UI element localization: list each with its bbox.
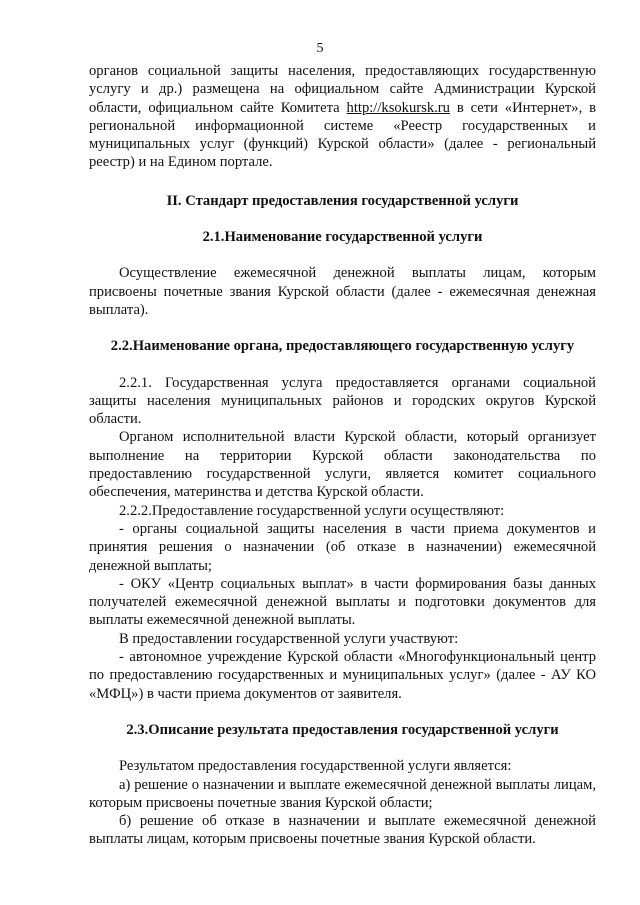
ksokursk-link[interactable]: http://ksokursk.ru bbox=[346, 99, 450, 116]
intro-text-2: в сети «Интернет», в региональной информационной системе «Реестр государственных и муниципальных услуг (функций) Курской области» (далее - региональный реестр) и на Едином портале. bbox=[89, 99, 596, 171]
page-number: 5 bbox=[316, 41, 324, 56]
list-item-result-b: б) решение об отказе в назначении и выплате ежемесячной денежной выплаты лицам, которым присвоены почетные звания Курской области. bbox=[89, 813, 596, 848]
list-item-result-a: а) решение о назначении и выплате ежемесячной денежной выплаты лицам, которым присвоены почетные звания Курской области; bbox=[89, 776, 596, 811]
paragraph-executive-body: Органом исполнительной власти Курской области, который организует выполнение на территории Курской области законодательства по предоставлению государственной услуги, является комитет социального обеспечения, материнства и детства Курской области. bbox=[89, 429, 596, 501]
heading-2-1: 2.1.Наименование государственной услуги bbox=[202, 229, 483, 246]
intro-text-1: органов социальной защиты населения, предоставляющих государственную услугу и др.) размещена на официальном сайте Администрации Курской области, официальном сайте Комитета bbox=[89, 63, 596, 116]
list-item-mfc: - автономное учреждение Курской области «Многофункциональный центр по предоставлению государственных и муниципальных услуг» (далее - АУ КО «МФЦ») в части приема документов от заявителя. bbox=[89, 649, 596, 702]
heading-2-2: 2.2.Наименование органа, предоставляющего государственную услугу bbox=[110, 338, 575, 355]
paragraph-2-1: Осуществление ежемесячной денежной выплаты лицам, которым присвоены почетные звания Курской области (далее - ежемесячная денежная выплата). bbox=[89, 265, 596, 318]
paragraph-2-2-2: 2.2.2.Предоставление государственной услуги осуществляют: bbox=[119, 502, 505, 519]
intro-paragraph bbox=[89, 62, 596, 172]
section-ii-heading: II. Стандарт предоставления государственной услуги bbox=[166, 192, 519, 209]
heading-2-3: 2.3.Описание результата предоставления государственной услуги bbox=[126, 721, 559, 738]
list-item-social-protection: - органы социальной защиты населения в части приема документов и принятия решения о назначении (об отказе в назначении) ежемесячной денежной выплаты; bbox=[89, 520, 596, 574]
list-item-oku-center: - ОКУ «Центр социальных выплат» в части формирования базы данных получателей ежемесячной денежной выплаты и подготовки документов для выплаты ежемесячной денежной выплаты. bbox=[89, 575, 596, 629]
paragraph-participants: В предоставлении государственной услуги участвуют: bbox=[119, 630, 459, 647]
paragraph-2-2-1: 2.2.1. Государственная услуга предоставляется органами социальной защиты населения муниципальных районов и городских округов Курской области. bbox=[89, 374, 596, 428]
page-content bbox=[89, 62, 596, 849]
paragraph-result: Результатом предоставления государственной услуги является: bbox=[119, 758, 512, 775]
